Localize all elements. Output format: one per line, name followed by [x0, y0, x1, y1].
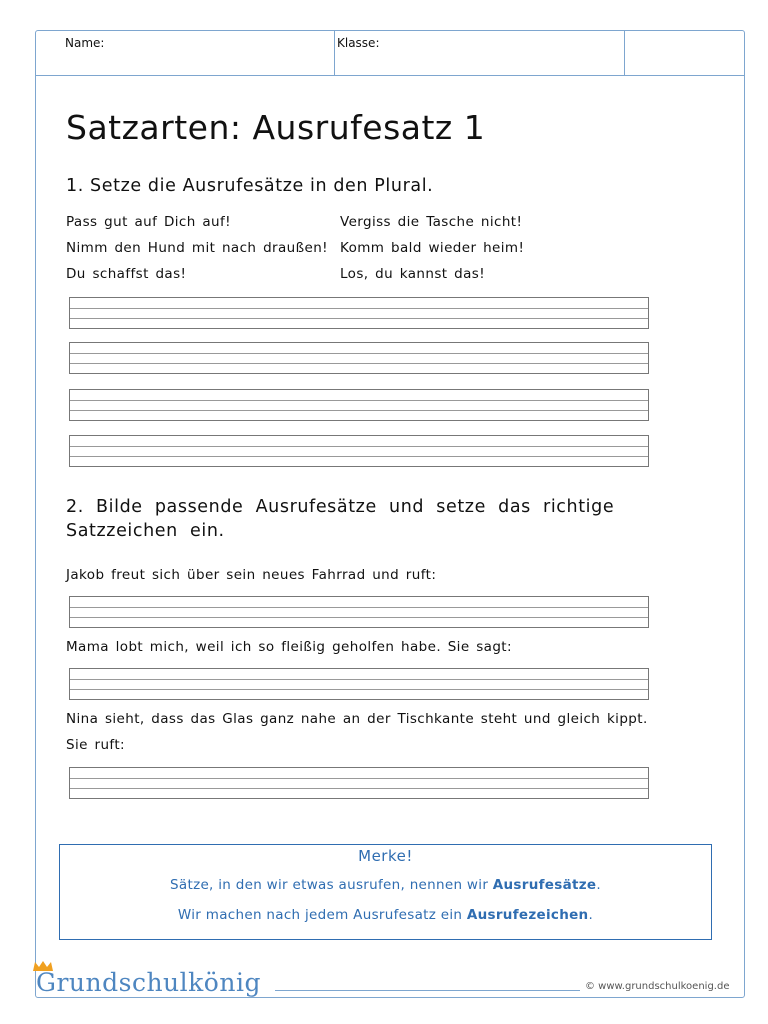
prompt-2: Mama lobt mich, weil ich so fleißig geholfen habe. Sie sagt: — [66, 639, 512, 655]
merke-box — [59, 844, 712, 940]
copyright: © www.grundschulkoenig.de — [585, 981, 730, 992]
merke-title: Merke! — [358, 847, 413, 865]
sentence-left-3: Du schaffst das! — [66, 266, 187, 282]
sentence-left-1: Pass gut auf Dich auf! — [66, 214, 231, 230]
writing-lines[interactable] — [69, 435, 649, 467]
footer-divider — [275, 990, 580, 991]
merke-line-2: Wir machen nach jedem Ausrufesatz ein Ausrufezeichen. — [177, 907, 594, 923]
writing-lines[interactable] — [69, 342, 649, 374]
writing-lines[interactable] — [69, 297, 649, 329]
writing-lines[interactable] — [69, 389, 649, 421]
sentence-right-1: Vergiss die Tasche nicht! — [340, 214, 523, 230]
prompt-3: Nina sieht, dass das Glas ganz nahe an der Tischkante steht und gleich kippt. — [66, 711, 648, 727]
merke-keyword-1: Ausrufesätze — [492, 877, 597, 893]
sentence-right-2: Komm bald wieder heim! — [340, 240, 525, 256]
sentence-left-2: Nimm den Hund mit nach draußen! — [66, 240, 328, 256]
name-label: Name: — [65, 36, 105, 50]
writing-lines[interactable] — [69, 596, 649, 628]
class-label: Klasse: — [337, 36, 380, 50]
writing-lines[interactable] — [69, 668, 649, 700]
name-field[interactable] — [35, 30, 335, 76]
header-row — [35, 30, 745, 76]
writing-lines[interactable] — [69, 767, 649, 799]
merke-line-1: Sätze, in den wir etwas ausrufen, nennen wir Ausrufesätze. — [170, 877, 601, 893]
task2-heading: 2. Bilde passende Ausrufesätze und setze das richtige Satzzeichen ein. — [66, 497, 615, 541]
merke-keyword-2: Ausrufezeichen — [466, 907, 589, 923]
task1-heading: 1. Setze die Ausrufesätze in den Plural. — [66, 176, 434, 196]
page-title: Satzarten: Ausrufesatz 1 — [66, 108, 486, 147]
logo: Grundschulkönig — [36, 968, 261, 997]
prompt-1: Jakob freut sich über sein neues Fahrrad und ruft: — [66, 567, 437, 583]
class-field[interactable] — [335, 30, 625, 76]
prompt-4: Sie ruft: — [66, 737, 125, 753]
sentence-right-3: Los, du kannst das! — [340, 266, 486, 282]
